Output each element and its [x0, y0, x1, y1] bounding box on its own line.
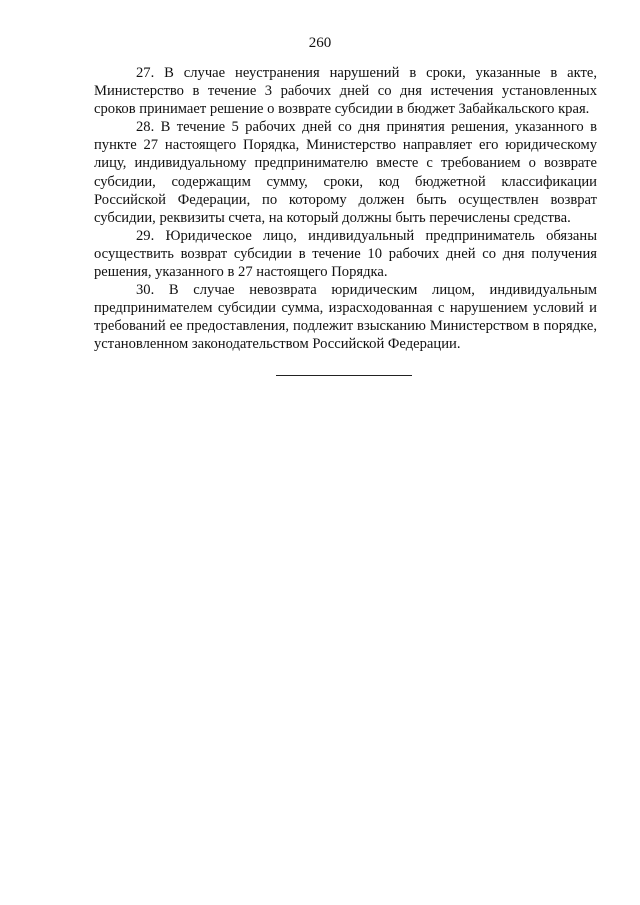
- end-divider-line: [276, 375, 412, 376]
- paragraph-27: 27. В случае неустранения нарушений в сроки, указанные в акте, Министерство в течение 3 рабочих дней со дня истечения установленных сроков принимает решение о возврате субсидии в бюджет Забайкальского края.: [94, 65, 597, 118]
- page-number: 260: [308, 35, 332, 51]
- paragraph-28: 28. В течение 5 рабочих дней со дня принятия решения, указанного в пункте 27 настоящего Порядка, Министерство направляет его юридическому лицу, индивидуальному предпринимателю вместе с требованием о возврате субсидии, содержащим сумму, сроки, код бюджетной классификации Российской Федерации, по которому должен быть осуществлен возврат субсидии, реквизиты счета, на который должны быть перечислены средства.: [94, 119, 597, 226]
- document-body: [94, 64, 597, 354]
- paragraph-29: 29. Юридическое лицо, индивидуальный предприниматель обязаны осуществить возврат субсидии в течение 10 рабочих дней со дня получения решения, указанного в 27 настоящего Порядка.: [94, 227, 597, 281]
- paragraph-30: 30. В случае невозврата юридическим лицом, индивидуальным предпринимателем субсидии сумма, израсходованная с нарушением условий и требований ее предоставления, подлежит взысканию Министерством в порядке, установленном законодательством Российской Федерации.: [94, 282, 597, 353]
